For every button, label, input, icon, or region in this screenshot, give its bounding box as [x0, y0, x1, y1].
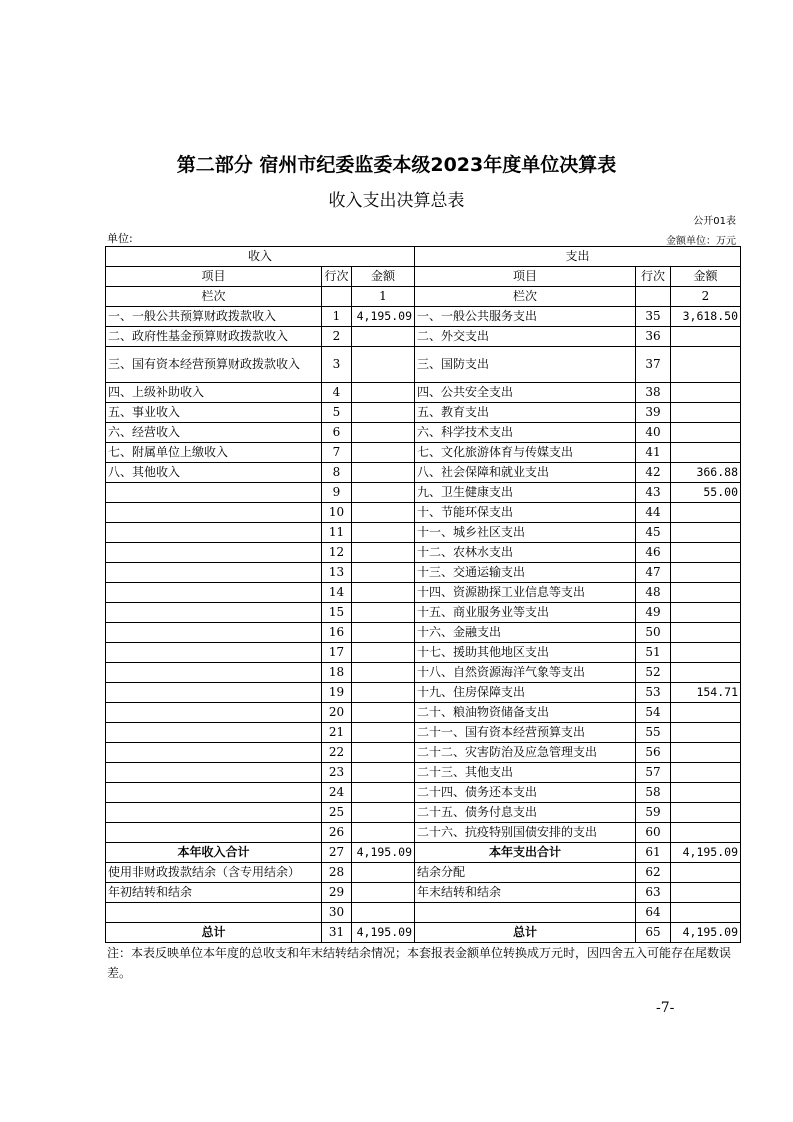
income-item-cell: [106, 743, 322, 763]
income-item-cell: [106, 783, 322, 803]
expense-row-number-cell: 46: [636, 543, 671, 563]
table-row: [106, 663, 741, 683]
expense-row-number-cell: 65: [636, 923, 671, 943]
expense-row-number-cell: 53: [636, 683, 671, 703]
income-amount-cell: [352, 903, 415, 923]
income-row-number-cell: 7: [322, 443, 352, 463]
income-item-cell: 七、附属单位上缴收入: [106, 443, 322, 463]
income-amount-cell: [352, 703, 415, 723]
expense-item-cell: 五、教育支出: [415, 403, 636, 423]
expense-amount-cell: [671, 803, 741, 823]
expense-row-number-cell: 49: [636, 603, 671, 623]
expense-row-number-cell: 40: [636, 423, 671, 443]
income-item-cell: [106, 683, 322, 703]
income-row-number-cell: 26: [322, 823, 352, 843]
table-row: [106, 403, 741, 423]
income-amount-cell: [352, 383, 415, 403]
table-row: [106, 347, 741, 383]
expense-item-cell: 十六、金融支出: [415, 623, 636, 643]
expense-row-number-cell: 54: [636, 703, 671, 723]
expense-amount-cell: 55.00: [671, 483, 741, 503]
income-item-cell: [106, 903, 322, 923]
expense-row-number-cell: 55: [636, 723, 671, 743]
income-row-number-cell: 14: [322, 583, 352, 603]
expense-amount-cell: [671, 703, 741, 723]
expense-item-header: 项目: [415, 267, 636, 287]
expense-item-cell: 二、外交支出: [415, 327, 636, 347]
income-item-cell: [106, 523, 322, 543]
expense-row-number-cell: 50: [636, 623, 671, 643]
income-amount-cell: [352, 743, 415, 763]
income-item-cell: [106, 623, 322, 643]
income-item-cell: [106, 603, 322, 623]
income-amount-cell: [352, 543, 415, 563]
income-amount-cell: [352, 423, 415, 443]
expense-amount-cell: [671, 643, 741, 663]
income-item-cell: [106, 763, 322, 783]
expense-amount-cell: [671, 403, 741, 423]
table-row: [106, 483, 741, 503]
income-amount-cell: [352, 863, 415, 883]
page-title: 第二部分 宿州市纪委监委本级2023年度单位决算表: [176, 154, 617, 176]
income-row-number-cell: 18: [322, 663, 352, 683]
income-item-cell: 五、事业收入: [106, 403, 322, 423]
table-row: [106, 723, 741, 743]
table-row: [106, 903, 741, 923]
expense-amount-cell: [671, 563, 741, 583]
expense-item-cell: 二十四、债务还本支出: [415, 783, 636, 803]
expense-row-number-cell: 36: [636, 327, 671, 347]
income-amount-cell: [352, 883, 415, 903]
expense-item-cell: 本年支出合计: [415, 843, 636, 863]
income-item-cell: 总计: [106, 923, 322, 943]
expense-amount-cell: [671, 543, 741, 563]
expense-item-cell: 十一、城乡社区支出: [415, 523, 636, 543]
income-row-number-cell: 2: [322, 327, 352, 347]
income-row-number-cell: 30: [322, 903, 352, 923]
income-item-cell: 二、政府性基金预算财政拨款收入: [106, 327, 322, 347]
income-amount-cell: 4,195.09: [352, 307, 415, 327]
income-amount-cell: [352, 523, 415, 543]
income-amount-cell: [352, 563, 415, 583]
income-item-cell: 年初结转和结余: [106, 883, 322, 903]
expense-row-number-cell: 38: [636, 383, 671, 403]
income-amount-cell: 4,195.09: [352, 843, 415, 863]
income-amount-cell: [352, 663, 415, 683]
expense-amount-cell: [671, 863, 741, 883]
income-amount-cell: [352, 683, 415, 703]
income-row-number-cell: 8: [322, 463, 352, 483]
page-number: -7-: [656, 1000, 675, 1016]
expense-item-cell: 九、卫生健康支出: [415, 483, 636, 503]
table-row: [106, 563, 741, 583]
table-row: [106, 823, 741, 843]
income-item-cell: [106, 563, 322, 583]
expense-row-number-cell: 41: [636, 443, 671, 463]
expense-row-number-cell: 59: [636, 803, 671, 823]
income-item-cell: [106, 643, 322, 663]
income-amount-cell: [352, 347, 415, 383]
income-item-cell: 本年收入合计: [106, 843, 322, 863]
expense-item-cell: 二十六、抗疫特别国债安排的支出: [415, 823, 636, 843]
table-row: [106, 543, 741, 563]
income-row-number-cell: 25: [322, 803, 352, 823]
empty-cell: [322, 287, 352, 307]
table-row: [106, 843, 741, 863]
income-amount-cell: [352, 327, 415, 347]
income-row-number-cell: 9: [322, 483, 352, 503]
expense-amount-cell: 4,195.09: [671, 843, 741, 863]
income-item-header: 项目: [106, 267, 322, 287]
income-amount-cell: [352, 643, 415, 663]
table-row: [106, 863, 741, 883]
income-header: 收入: [106, 247, 415, 267]
income-row-number-cell: 17: [322, 643, 352, 663]
expense-amount-cell: [671, 503, 741, 523]
expense-item-cell: 四、公共安全支出: [415, 383, 636, 403]
expense-amount-cell: [671, 523, 741, 543]
expense-amount-cell: [671, 623, 741, 643]
table-row: [106, 423, 741, 443]
expense-amount-cell: [671, 783, 741, 803]
income-row-number-cell: 24: [322, 783, 352, 803]
expense-row-number-cell: 37: [636, 347, 671, 383]
expense-row-number-cell: 45: [636, 523, 671, 543]
income-amount-cell: [352, 783, 415, 803]
expense-item-cell: 二十二、灾害防治及应急管理支出: [415, 743, 636, 763]
income-row-number-cell: 4: [322, 383, 352, 403]
income-item-cell: [106, 483, 322, 503]
income-amount-cell: [352, 803, 415, 823]
expense-amount-cell: [671, 583, 741, 603]
expense-amount-cell: [671, 347, 741, 383]
expense-amount-cell: [671, 327, 741, 347]
expense-item-cell: 二十、粮油物资储备支出: [415, 703, 636, 723]
income-row-number-cell: 3: [322, 347, 352, 383]
expense-item-cell: 二十三、其他支出: [415, 763, 636, 783]
expense-item-cell: 年末结转和结余: [415, 883, 636, 903]
expense-amount-cell: 4,195.09: [671, 923, 741, 943]
income-row-number-cell: 15: [322, 603, 352, 623]
expense-row-number-cell: 47: [636, 563, 671, 583]
empty-cell: [636, 287, 671, 307]
income-row-number-cell: 23: [322, 763, 352, 783]
expense-item-cell: 结余分配: [415, 863, 636, 883]
expense-row-number-cell: 52: [636, 663, 671, 683]
expense-item-cell: 二十一、国有资本经营预算支出: [415, 723, 636, 743]
expense-row-number-cell: 44: [636, 503, 671, 523]
income-item-cell: [106, 703, 322, 723]
expense-amount-cell: [671, 823, 741, 843]
expense-item-cell: 七、文化旅游体育与传媒支出: [415, 443, 636, 463]
table-subtitle: 收入支出决算总表: [328, 191, 465, 211]
income-item-cell: [106, 503, 322, 523]
income-row-number-cell: 12: [322, 543, 352, 563]
income-col-number: 1: [352, 287, 415, 307]
income-item-cell: 八、其他收入: [106, 463, 322, 483]
expense-row-number-cell: 42: [636, 463, 671, 483]
expense-amount-cell: [671, 763, 741, 783]
table-row: [106, 763, 741, 783]
income-item-cell: [106, 543, 322, 563]
table-row: [106, 683, 741, 703]
expense-amount-cell: 366.88: [671, 463, 741, 483]
expense-item-cell: 十、节能环保支出: [415, 503, 636, 523]
expense-item-cell: 十九、住房保障支出: [415, 683, 636, 703]
unit-label: 单位:: [107, 232, 133, 245]
income-row-number-cell: 10: [322, 503, 352, 523]
expense-amount-cell: [671, 743, 741, 763]
expense-row-number-cell: 43: [636, 483, 671, 503]
income-row-number-cell: 1: [322, 307, 352, 327]
expense-col-label: 栏次: [415, 287, 636, 307]
expense-rowno-header: 行次: [636, 267, 671, 287]
expense-amount-header: 金额: [671, 267, 741, 287]
income-amount-cell: [352, 483, 415, 503]
income-item-cell: [106, 803, 322, 823]
income-item-cell: [106, 583, 322, 603]
income-row-number-cell: 27: [322, 843, 352, 863]
expense-item-cell: [415, 903, 636, 923]
income-row-number-cell: 16: [322, 623, 352, 643]
amount-unit: 金额单位：万元: [666, 236, 736, 247]
income-rowno-header: 行次: [322, 267, 352, 287]
expense-row-number-cell: 57: [636, 763, 671, 783]
expense-item-cell: 十五、商业服务业等支出: [415, 603, 636, 623]
table-row: [106, 803, 741, 823]
expense-amount-cell: [671, 663, 741, 683]
expense-row-number-cell: 56: [636, 743, 671, 763]
income-item-cell: 使用非财政拨款结余（含专用结余）: [106, 863, 322, 883]
table-row: [106, 463, 741, 483]
table-row: [106, 523, 741, 543]
table-row: [106, 603, 741, 623]
expense-row-number-cell: 63: [636, 883, 671, 903]
income-item-cell: [106, 663, 322, 683]
income-item-cell: 六、经营收入: [106, 423, 322, 443]
expense-item-cell: 总计: [415, 923, 636, 943]
expense-amount-cell: [671, 723, 741, 743]
table-row: [106, 883, 741, 903]
income-amount-cell: [352, 463, 415, 483]
table-row: [106, 383, 741, 403]
expense-amount-cell: [671, 423, 741, 443]
income-row-number-cell: 6: [322, 423, 352, 443]
expense-amount-cell: [671, 903, 741, 923]
expense-item-cell: 一、一般公共服务支出: [415, 307, 636, 327]
expense-amount-cell: [671, 603, 741, 623]
table-row: [106, 643, 741, 663]
expense-amount-cell: 154.71: [671, 683, 741, 703]
expense-item-cell: 十三、交通运输支出: [415, 563, 636, 583]
expense-row-number-cell: 62: [636, 863, 671, 883]
expense-row-number-cell: 48: [636, 583, 671, 603]
expense-row-number-cell: 39: [636, 403, 671, 423]
income-amount-cell: [352, 823, 415, 843]
expense-item-cell: 二十五、债务付息支出: [415, 803, 636, 823]
income-row-number-cell: 5: [322, 403, 352, 423]
income-row-number-cell: 28: [322, 863, 352, 883]
expense-row-number-cell: 35: [636, 307, 671, 327]
income-expense-table: [105, 246, 741, 943]
income-row-number-cell: 31: [322, 923, 352, 943]
income-row-number-cell: 22: [322, 743, 352, 763]
expense-item-cell: 三、国防支出: [415, 347, 636, 383]
expense-col-number: 2: [671, 287, 741, 307]
income-item-cell: [106, 723, 322, 743]
table-row: [106, 703, 741, 723]
footnote: 注：本表反映单位本年度的总收支和年末结转结余情况；本套报表金额单位转换成万元时，因四舍五入可能存在尾数误差。: [107, 946, 732, 980]
income-row-number-cell: 13: [322, 563, 352, 583]
income-amount-cell: 4,195.09: [352, 923, 415, 943]
expense-amount-cell: [671, 383, 741, 403]
income-row-number-cell: 11: [322, 523, 352, 543]
table-row: [106, 443, 741, 463]
expense-item-cell: 八、社会保障和就业支出: [415, 463, 636, 483]
income-amount-cell: [352, 443, 415, 463]
expense-amount-cell: [671, 883, 741, 903]
income-item-cell: 四、上级补助收入: [106, 383, 322, 403]
expense-item-cell: 十二、农林水支出: [415, 543, 636, 563]
income-item-cell: 一、一般公共预算财政拨款收入: [106, 307, 322, 327]
expense-row-number-cell: 64: [636, 903, 671, 923]
income-row-number-cell: 29: [322, 883, 352, 903]
table-row: [106, 327, 741, 347]
form-code: 公开01表: [693, 216, 736, 227]
table-row: [106, 503, 741, 523]
expense-row-number-cell: 51: [636, 643, 671, 663]
income-row-number-cell: 21: [322, 723, 352, 743]
income-amount-cell: [352, 763, 415, 783]
table-row: [106, 623, 741, 643]
income-amount-cell: [352, 583, 415, 603]
expense-row-number-cell: 61: [636, 843, 671, 863]
expense-amount-cell: 3,618.50: [671, 307, 741, 327]
expense-item-cell: 十七、援助其他地区支出: [415, 643, 636, 663]
income-amount-header: 金额: [352, 267, 415, 287]
income-amount-cell: [352, 403, 415, 423]
income-amount-cell: [352, 503, 415, 523]
expense-amount-cell: [671, 443, 741, 463]
income-row-number-cell: 19: [322, 683, 352, 703]
income-item-cell: 三、国有资本经营预算财政拨款收入: [106, 347, 322, 383]
table-row: [106, 783, 741, 803]
income-amount-cell: [352, 623, 415, 643]
table-row: [106, 583, 741, 603]
expense-item-cell: 六、科学技术支出: [415, 423, 636, 443]
income-row-number-cell: 20: [322, 703, 352, 723]
income-amount-cell: [352, 723, 415, 743]
income-item-cell: [106, 823, 322, 843]
expense-item-cell: 十八、自然资源海洋气象等支出: [415, 663, 636, 683]
income-col-label: 栏次: [106, 287, 322, 307]
income-amount-cell: [352, 603, 415, 623]
expense-row-number-cell: 58: [636, 783, 671, 803]
table-row: [106, 923, 741, 943]
expense-item-cell: 十四、资源勘探工业信息等支出: [415, 583, 636, 603]
expense-header: 支出: [415, 247, 741, 267]
expense-row-number-cell: 60: [636, 823, 671, 843]
table-row: [106, 743, 741, 763]
table-row: [106, 307, 741, 327]
